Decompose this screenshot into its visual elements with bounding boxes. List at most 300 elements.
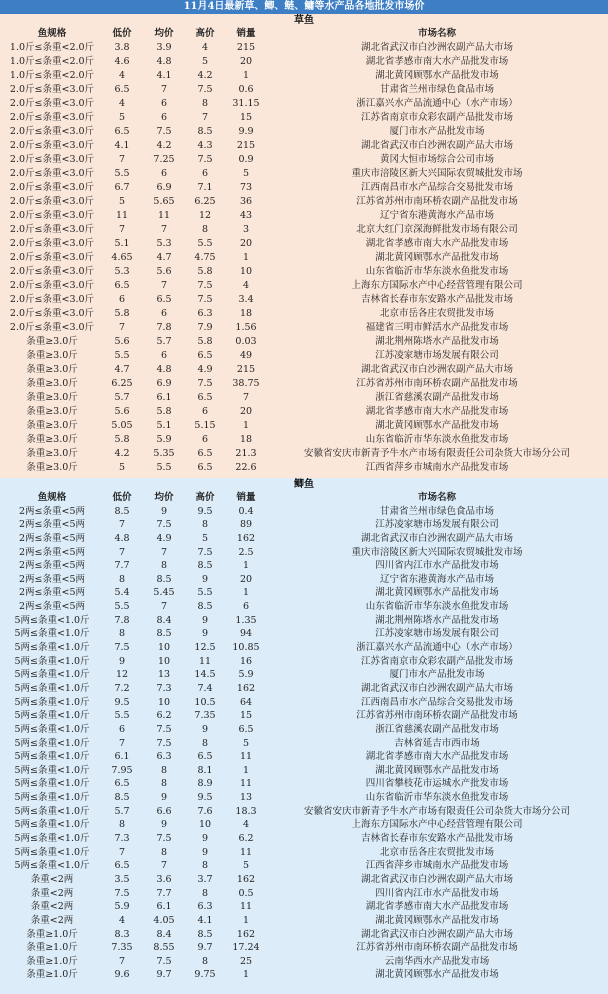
cell-low-price: 5.5 [114, 350, 130, 361]
cell-volume: 1 [242, 914, 250, 926]
cell-spec: 2.0斤≤条重<3.0斤 [9, 224, 95, 235]
cell-low-price: 5.6 [114, 336, 130, 347]
cell-spec: 5两≤条重<1.0斤 [14, 614, 90, 626]
cell-high-price: 10 [198, 819, 212, 831]
cell-low-price: 8.5 [114, 792, 130, 804]
cell-spec: 5两≤条重<1.0斤 [14, 751, 90, 763]
cell-spec: 2两≤条重<5两 [18, 532, 85, 544]
table-row [0, 447, 608, 461]
table-row [0, 586, 608, 600]
cell-market-name: 湖北省武汉市白沙洲农副产品大市场 [360, 532, 513, 544]
cell-spec: 2.0斤≤条重<3.0斤 [9, 252, 95, 263]
cell-low-price: 6.7 [114, 182, 130, 193]
table-row [0, 968, 608, 982]
cell-volume: 11 [239, 778, 253, 790]
cell-market-name: 重庆市涪陵区新大兴国际农贸城批发市场 [351, 168, 523, 179]
cell-avg-price: 10 [157, 696, 171, 708]
cell-volume: 1 [242, 560, 250, 572]
cell-spec: 2.0斤≤条重<3.0斤 [9, 182, 95, 193]
cell-low-price: 4 [118, 914, 126, 926]
cell-low-price: 4.1 [114, 140, 130, 151]
cell-high-price: 5.15 [194, 420, 216, 431]
cell-market-name: 江苏省苏州市南环桥农副产品批发市场 [356, 378, 518, 389]
table-row [0, 709, 608, 723]
cell-low-price: 6 [118, 294, 126, 305]
cell-avg-price: 10 [157, 655, 171, 667]
cell-volume: 25 [239, 955, 253, 967]
cell-market-name: 湖北荆州陈塔水产品批发市场 [375, 336, 499, 347]
cell-spec: 条重≥3.0斤 [26, 406, 78, 417]
cell-market-name: 湖北省武汉市白沙洲农副产品大市场 [360, 140, 513, 151]
cell-spec: 5两≤条重<1.0斤 [14, 805, 90, 817]
cell-spec: 5两≤条重<1.0斤 [14, 723, 90, 735]
cell-volume: 15 [239, 112, 253, 123]
cell-high-price: 4.9 [197, 364, 213, 375]
cell-market-name: 安徽省安庆市新青予牛水产市场有限责任公司杂货大市场分公司 [303, 805, 570, 817]
cell-spec: 5两≤条重<1.0斤 [14, 696, 90, 708]
cell-low-price: 7.35 [111, 942, 133, 954]
cell-volume: 38.75 [232, 378, 260, 389]
cell-low-price: 5.5 [114, 601, 130, 613]
cell-volume: 15 [239, 710, 253, 722]
cell-volume: 215 [236, 140, 256, 151]
cell-high-price: 4.1 [197, 914, 213, 926]
table-row [0, 69, 608, 83]
cell-low-price: 3.8 [114, 42, 130, 53]
cell-low-price: 7 [118, 846, 126, 858]
cell-spec: 2.0斤≤条重<3.0斤 [9, 266, 95, 277]
table-row [0, 914, 608, 928]
cell-volume: 6 [242, 601, 250, 613]
cell-high-price: 5.8 [197, 336, 213, 347]
cell-spec: 2两≤条重<5两 [18, 560, 85, 572]
cell-volume: 5.9 [238, 669, 254, 681]
cell-avg-price: 5.1 [156, 420, 172, 431]
header-low-price: 低价 [112, 28, 132, 39]
cell-low-price: 6.5 [114, 280, 130, 291]
cell-volume: 9.9 [238, 126, 254, 137]
table-row [0, 181, 608, 195]
cell-spec: 条重≥3.0斤 [26, 434, 78, 445]
cell-low-price: 4.6 [114, 56, 130, 67]
table-row [0, 377, 608, 391]
table-row [0, 335, 608, 349]
cell-spec: 2.0斤≤条重<3.0斤 [9, 168, 95, 179]
cell-spec: 2.0斤≤条重<3.0斤 [9, 154, 95, 165]
cell-market-name: 浙江嘉兴水产品流通中心（水产市场） [356, 98, 518, 109]
cell-avg-price: 8 [160, 846, 168, 858]
cell-volume: 4 [242, 819, 250, 831]
cell-spec: 5两≤条重<1.0斤 [14, 642, 90, 654]
cell-market-name: 福建省三明市鲜活水产品批发市场 [365, 322, 509, 333]
header-volume: 销量 [236, 492, 256, 503]
cell-market-name: 山东省临沂市华东淡水鱼批发市场 [365, 266, 509, 277]
cell-low-price: 4.2 [114, 448, 130, 459]
cell-avg-price: 9 [160, 505, 168, 517]
cell-spec: 2.0斤≤条重<3.0斤 [9, 280, 95, 291]
cell-high-price: 5 [201, 56, 209, 67]
table-row [0, 433, 608, 447]
cell-volume: 21.3 [235, 448, 257, 459]
cell-avg-price: 5.5 [156, 462, 172, 473]
cell-low-price: 3.5 [114, 873, 130, 885]
cell-spec: 2.0斤≤条重<3.0斤 [9, 308, 95, 319]
section-title: 鲫鱼 [294, 479, 314, 490]
cell-volume: 7 [242, 392, 250, 403]
cell-spec: 条重≥1.0斤 [26, 955, 78, 967]
header-spec: 鱼规格 [37, 492, 67, 503]
cell-avg-price: 6.5 [156, 294, 172, 305]
cell-high-price: 14.5 [194, 669, 216, 681]
cell-volume: 18 [239, 308, 253, 319]
cell-spec: 条重≥3.0斤 [26, 392, 78, 403]
cell-avg-price: 4.05 [153, 914, 175, 926]
cell-low-price: 7 [118, 737, 126, 749]
cell-avg-price: 8 [160, 560, 168, 572]
cell-low-price: 4 [118, 98, 126, 109]
cell-low-price: 7 [118, 519, 126, 531]
cell-volume: 1 [242, 764, 250, 776]
table-row [0, 153, 608, 167]
cell-high-price: 7.6 [197, 805, 213, 817]
cell-avg-price: 5.35 [153, 448, 175, 459]
table-row [0, 818, 608, 832]
cell-low-price: 8 [118, 573, 126, 585]
cell-high-price: 6 [201, 406, 209, 417]
cell-spec: 条重≥1.0斤 [26, 969, 78, 981]
cell-spec: 2两≤条重<5两 [18, 573, 85, 585]
table-row [0, 505, 608, 519]
cell-volume: 1.35 [235, 614, 257, 626]
cell-volume: 31.15 [232, 98, 260, 109]
cell-high-price: 5 [201, 532, 209, 544]
cell-high-price: 8 [201, 224, 209, 235]
cell-avg-price: 7.5 [156, 126, 172, 137]
cell-avg-price: 7 [160, 546, 168, 558]
report-title: 11月4日最新草、鲫、鲢、鳙等水产品各地批发市场价 [0, 0, 608, 14]
cell-volume: 43 [239, 210, 253, 221]
cell-low-price: 6 [118, 723, 126, 735]
cell-avg-price: 8.55 [153, 942, 175, 954]
cell-spec: 5两≤条重<1.0斤 [14, 655, 90, 667]
table-row [0, 209, 608, 223]
cell-avg-price: 5.45 [153, 587, 175, 599]
cell-market-name: 湖北省武汉市白沙洲农副产品大市场 [360, 682, 513, 694]
cell-spec: 2两≤条重<5两 [18, 519, 85, 531]
cell-avg-price: 7.5 [156, 833, 172, 845]
table-row [0, 279, 608, 293]
table-row [0, 293, 608, 307]
cell-market-name: 厦门市水产品批发市场 [389, 669, 485, 681]
section-crucian-carp [0, 478, 608, 994]
cell-high-price: 9 [201, 723, 209, 735]
table-row [0, 97, 608, 111]
cell-low-price: 8 [118, 819, 126, 831]
cell-market-name: 浙江省慈溪农副产品批发市场 [375, 723, 499, 735]
cell-high-price: 6 [201, 168, 209, 179]
cell-market-name: 甘肃省兰州市绿色食品市场 [379, 84, 494, 95]
cell-low-price: 5.6 [114, 406, 130, 417]
cell-high-price: 11 [198, 655, 212, 667]
cell-spec: 条重<2两 [30, 887, 74, 899]
cell-spec: 2.0斤≤条重<3.0斤 [9, 322, 95, 333]
table-row [0, 265, 608, 279]
cell-low-price: 7 [118, 546, 126, 558]
cell-high-price: 7.5 [197, 154, 213, 165]
cell-market-name: 湖北荆州陈塔水产品批发市场 [375, 614, 499, 626]
cell-low-price: 5.7 [114, 392, 130, 403]
cell-spec: 条重<2两 [30, 901, 74, 913]
cell-high-price: 6.5 [197, 350, 213, 361]
cell-high-price: 9.5 [197, 505, 213, 517]
cell-market-name: 山东省临沂市华东淡水鱼批发市场 [365, 792, 509, 804]
cell-market-name: 云南华西水产品批发市场 [384, 955, 490, 967]
cell-avg-price: 5.65 [153, 196, 175, 207]
cell-volume: 5 [242, 168, 250, 179]
cell-spec: 5两≤条重<1.0斤 [14, 860, 90, 872]
cell-avg-price: 6.3 [156, 751, 172, 763]
cell-low-price: 11 [115, 210, 129, 221]
cell-high-price: 9 [201, 614, 209, 626]
cell-avg-price: 7 [160, 224, 168, 235]
cell-market-name: 湖北省武汉市白沙洲农副产品大市场 [360, 873, 513, 885]
cell-avg-price: 7.8 [156, 322, 172, 333]
cell-low-price: 5.05 [111, 420, 133, 431]
table-row [0, 641, 608, 655]
cell-high-price: 3.7 [197, 873, 213, 885]
cell-high-price: 8 [201, 519, 209, 531]
cell-spec: 2.0斤≤条重<3.0斤 [9, 210, 95, 221]
cell-market-name: 湖北省孝感市南大水产品批发市场 [365, 751, 509, 763]
cell-low-price: 5 [118, 112, 126, 123]
cell-spec: 5两≤条重<1.0斤 [14, 710, 90, 722]
cell-high-price: 8.5 [197, 560, 213, 572]
cell-high-price: 6.5 [197, 751, 213, 763]
table-row [0, 195, 608, 209]
table-row [0, 167, 608, 181]
cell-market-name: 吉林省长春市东安路水产品批发市场 [360, 833, 513, 845]
cell-market-name: 江西省萍乡市城南水产品批发市场 [365, 860, 509, 872]
cell-avg-price: 4.8 [156, 56, 172, 67]
cell-market-name: 吉林省长春市东安路水产品批发市场 [360, 294, 513, 305]
cell-volume: 162 [236, 928, 256, 940]
cell-low-price: 7 [118, 224, 126, 235]
cell-market-name: 江苏省苏州市南环桥农副产品批发市场 [356, 196, 518, 207]
cell-volume: 3 [242, 224, 250, 235]
cell-high-price: 8 [201, 955, 209, 967]
cell-spec: 条重≥3.0斤 [26, 462, 78, 473]
cell-volume: 0.4 [238, 505, 254, 517]
cell-avg-price: 7 [160, 84, 168, 95]
cell-low-price: 9.6 [114, 969, 130, 981]
cell-volume: 17.24 [232, 942, 260, 954]
cell-spec: 条重≥1.0斤 [26, 942, 78, 954]
cell-avg-price: 5.9 [156, 434, 172, 445]
cell-low-price: 6.5 [114, 84, 130, 95]
cell-high-price: 4.3 [197, 140, 213, 151]
cell-low-price: 8.5 [114, 505, 130, 517]
cell-volume: 6.2 [238, 833, 254, 845]
cell-volume: 162 [236, 532, 256, 544]
cell-low-price: 5.1 [114, 238, 130, 249]
cell-avg-price: 6.1 [156, 901, 172, 913]
cell-spec: 1.0斤≤条重<2.0斤 [9, 42, 95, 53]
cell-avg-price: 7.3 [156, 682, 172, 694]
cell-volume: 16 [239, 655, 253, 667]
cell-low-price: 4.8 [114, 532, 130, 544]
cell-low-price: 6.5 [114, 860, 130, 872]
cell-low-price: 6.25 [111, 378, 133, 389]
cell-volume: 20 [239, 56, 253, 67]
cell-high-price: 8.5 [197, 126, 213, 137]
cell-high-price: 6.5 [197, 392, 213, 403]
table-row [0, 237, 608, 251]
cell-avg-price: 6.9 [156, 378, 172, 389]
cell-avg-price: 8.5 [156, 573, 172, 585]
cell-volume: 36 [239, 196, 253, 207]
cell-market-name: 浙江嘉兴水产品流通中心（水产市场） [356, 642, 518, 654]
table-row [0, 777, 608, 791]
table-row [0, 682, 608, 696]
cell-low-price: 4.65 [111, 252, 133, 263]
cell-avg-price: 6 [160, 350, 168, 361]
cell-market-name: 江苏凌家塘市场发展有限公司 [375, 628, 499, 640]
cell-market-name: 四川省内江市水产品批发市场 [375, 887, 499, 899]
cell-avg-price: 13 [157, 669, 171, 681]
cell-high-price: 7.9 [197, 322, 213, 333]
cell-spec: 2.0斤≤条重<3.0斤 [9, 196, 95, 207]
cell-avg-price: 9.7 [156, 969, 172, 981]
cell-avg-price: 6 [160, 98, 168, 109]
cell-spec: 条重≥3.0斤 [26, 378, 78, 389]
cell-spec: 5两≤条重<1.0斤 [14, 846, 90, 858]
table-row [0, 573, 608, 587]
cell-volume: 20 [239, 238, 253, 249]
table-row [0, 41, 608, 55]
section-title: 草鱼 [294, 15, 314, 26]
cell-avg-price: 4.7 [156, 252, 172, 263]
table-header [0, 27, 608, 41]
table-row [0, 139, 608, 153]
cell-market-name: 湖北省武汉市白沙洲农副产品大市场 [360, 364, 513, 375]
table-row [0, 546, 608, 560]
cell-low-price: 9.5 [114, 696, 130, 708]
cell-spec: 2.0斤≤条重<3.0斤 [9, 126, 95, 137]
table-row [0, 55, 608, 69]
cell-market-name: 上海东方国际水产中心经营管理有限公司 [351, 819, 523, 831]
cell-volume: 162 [236, 873, 256, 885]
cell-volume: 5 [242, 860, 250, 872]
cell-spec: 5两≤条重<1.0斤 [14, 792, 90, 804]
cell-market-name: 湖北黄冈顾鄂水产品批发市场 [375, 764, 499, 776]
cell-high-price: 9 [201, 833, 209, 845]
cell-high-price: 5.8 [197, 266, 213, 277]
cell-avg-price: 3.6 [156, 873, 172, 885]
table-body [0, 41, 608, 475]
cell-market-name: 湖北黄冈顾鄂水产品批发市场 [375, 252, 499, 263]
cell-low-price: 9 [118, 655, 126, 667]
cell-avg-price: 7.25 [153, 154, 175, 165]
cell-spec: 1.0斤≤条重<2.0斤 [9, 56, 95, 67]
cell-low-price: 4 [118, 70, 126, 81]
cell-market-name: 辽宁省东港黄海水产品市场 [379, 573, 494, 585]
cell-high-price: 8 [201, 737, 209, 749]
cell-market-name: 江苏省南京市众彩农副产品批发市场 [360, 112, 513, 123]
cell-market-name: 湖北黄冈顾鄂水产品批发市场 [375, 420, 499, 431]
table-row [0, 791, 608, 805]
header-avg-price: 均价 [154, 492, 174, 503]
table-row [0, 873, 608, 887]
table-row [0, 668, 608, 682]
table-row [0, 111, 608, 125]
cell-low-price: 7.5 [114, 887, 130, 899]
cell-market-name: 山东省临沂市华东淡水鱼批发市场 [365, 601, 509, 613]
cell-low-price: 7.5 [114, 642, 130, 654]
cell-low-price: 8 [118, 628, 126, 640]
cell-spec: 5两≤条重<1.0斤 [14, 819, 90, 831]
cell-high-price: 9 [201, 628, 209, 640]
cell-avg-price: 6 [160, 308, 168, 319]
cell-market-name: 厦门市水产品批发市场 [389, 126, 485, 137]
cell-volume: 1 [242, 587, 250, 599]
cell-market-name: 江西省萍乡市城南水产品批发市场 [365, 462, 509, 473]
table-row [0, 83, 608, 97]
cell-volume: 10.85 [232, 642, 260, 654]
cell-volume: 1.56 [235, 322, 257, 333]
cell-spec: 5两≤条重<1.0斤 [14, 778, 90, 790]
cell-avg-price: 6.2 [156, 710, 172, 722]
table-row [0, 941, 608, 955]
cell-low-price: 7.7 [114, 560, 130, 572]
cell-avg-price: 5.3 [156, 238, 172, 249]
cell-volume: 4 [242, 280, 250, 291]
cell-avg-price: 8.5 [156, 628, 172, 640]
cell-high-price: 6.5 [197, 448, 213, 459]
table-row [0, 600, 608, 614]
cell-spec: 条重≥3.0斤 [26, 364, 78, 375]
cell-avg-price: 6.9 [156, 182, 172, 193]
cell-low-price: 7 [118, 955, 126, 967]
cell-low-price: 6.5 [114, 126, 130, 137]
cell-avg-price: 9 [160, 792, 168, 804]
cell-avg-price: 8.4 [156, 614, 172, 626]
cell-volume: 11 [239, 901, 253, 913]
cell-avg-price: 7.5 [156, 519, 172, 531]
table-row [0, 859, 608, 873]
cell-low-price: 4.7 [114, 364, 130, 375]
cell-high-price: 4.75 [194, 252, 216, 263]
cell-volume: 1 [242, 420, 250, 431]
cell-avg-price: 6 [160, 112, 168, 123]
cell-high-price: 7 [201, 112, 209, 123]
cell-volume: 0.9 [238, 154, 254, 165]
cell-volume: 11 [239, 846, 253, 858]
table-row [0, 349, 608, 363]
cell-volume: 89 [239, 519, 253, 531]
table-row [0, 764, 608, 778]
cell-high-price: 7.5 [197, 84, 213, 95]
cell-avg-price: 7.5 [156, 723, 172, 735]
cell-volume: 215 [236, 364, 256, 375]
cell-volume: 1 [242, 969, 250, 981]
cell-market-name: 江苏省苏州市南环桥农副产品批发市场 [356, 942, 518, 954]
cell-spec: 5两≤条重<1.0斤 [14, 682, 90, 694]
cell-low-price: 6.5 [114, 778, 130, 790]
cell-avg-price: 5.8 [156, 406, 172, 417]
table-row [0, 955, 608, 969]
table-row [0, 461, 608, 475]
cell-avg-price: 4.1 [156, 70, 172, 81]
